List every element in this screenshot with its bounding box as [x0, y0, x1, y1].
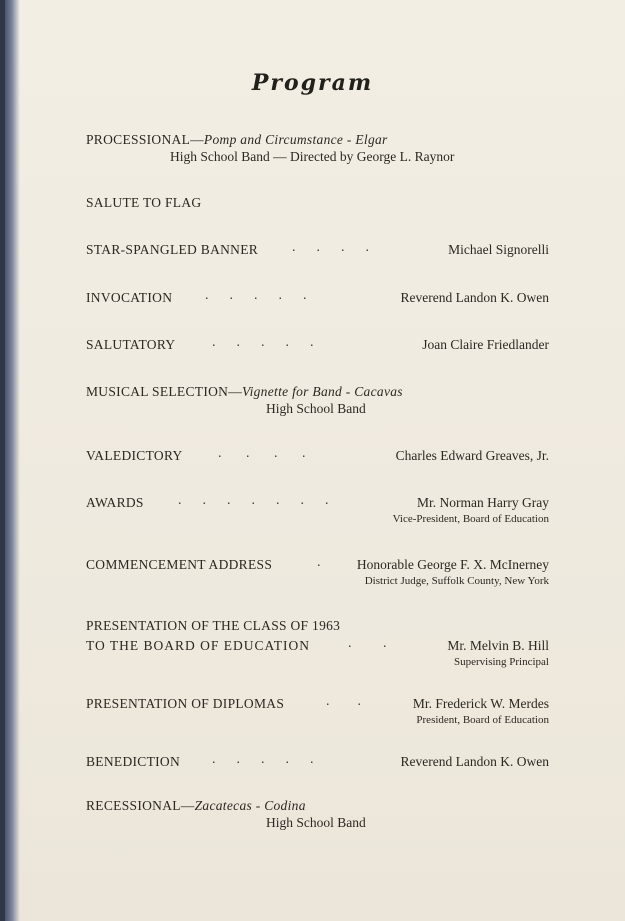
- salute-label: SALUTE TO FLAG: [86, 195, 202, 210]
- invocation-name: Reverend Landon K. Owen: [400, 290, 549, 305]
- invocation-dots: . . . . .: [205, 288, 307, 303]
- diplomas-dots: . .: [326, 694, 361, 709]
- diplomas-title: President, Board of Education: [416, 714, 549, 726]
- address-dots: .: [317, 555, 321, 570]
- binding-strip: [0, 0, 5, 921]
- salutatory-name: Joan Claire Friedlander: [422, 337, 549, 352]
- salutatory-label: SALUTATORY: [86, 337, 176, 352]
- recessional-piece: Zacatecas - Codina: [194, 798, 306, 813]
- valedictory-name: Charles Edward Greaves, Jr.: [395, 448, 549, 463]
- diplomas-name: Mr. Frederick W. Merdes: [412, 696, 549, 711]
- banner-dots: . . . .: [292, 240, 369, 255]
- address-name: Honorable George F. X. McInerney: [356, 557, 549, 572]
- address-title: District Judge, Suffolk County, New York: [364, 575, 549, 587]
- valedictory-dots: . . . .: [218, 446, 306, 461]
- recessional-row: [86, 798, 306, 814]
- awards-label: AWARDS: [86, 495, 144, 510]
- banner-name: Michael Signorelli: [448, 242, 549, 257]
- program-title: Program: [251, 70, 374, 96]
- presentation-class-name: Mr. Melvin B. Hill: [447, 638, 549, 653]
- processional-row: [86, 132, 388, 148]
- recessional-label: RECESSIONAL—: [86, 798, 195, 813]
- presentation-class-title: Supervising Principal: [453, 656, 549, 668]
- processional-label: PROCESSIONAL—: [86, 132, 204, 147]
- presentation-class-dots: . .: [348, 636, 387, 651]
- presentation-class-label-2: TO THE BOARD OF EDUCATION: [86, 638, 311, 653]
- presentation-class-label-1: PRESENTATION OF THE CLASS OF 1963: [86, 618, 341, 633]
- recessional-sub: High School Band: [266, 815, 366, 830]
- valedictory-label: VALEDICTORY: [86, 448, 183, 463]
- benediction-dots: . . . . .: [212, 752, 314, 767]
- processional-piece: Pomp and Circumstance - Elgar: [203, 132, 388, 147]
- address-label: COMMENCEMENT ADDRESS: [86, 557, 273, 572]
- benediction-name: Reverend Landon K. Owen: [400, 754, 549, 769]
- musical-sub: High School Band: [266, 401, 366, 416]
- invocation-label: INVOCATION: [86, 290, 173, 305]
- awards-dots: . . . . . . .: [178, 493, 329, 508]
- musical-row: [86, 384, 403, 400]
- awards-title: Vice-President, Board of Education: [392, 513, 549, 525]
- awards-name: Mr. Norman Harry Gray: [417, 495, 549, 510]
- musical-piece: Vignette for Band - Cacavas: [242, 384, 403, 399]
- musical-label: MUSICAL SELECTION—: [86, 384, 243, 399]
- diplomas-label: PRESENTATION OF DIPLOMAS: [86, 696, 285, 711]
- processional-sub: High School Band — Directed by George L. Raynor: [170, 149, 455, 164]
- benediction-label: BENEDICTION: [86, 754, 181, 769]
- banner-label: STAR-SPANGLED BANNER: [86, 242, 259, 257]
- salutatory-dots: . . . . .: [212, 335, 314, 350]
